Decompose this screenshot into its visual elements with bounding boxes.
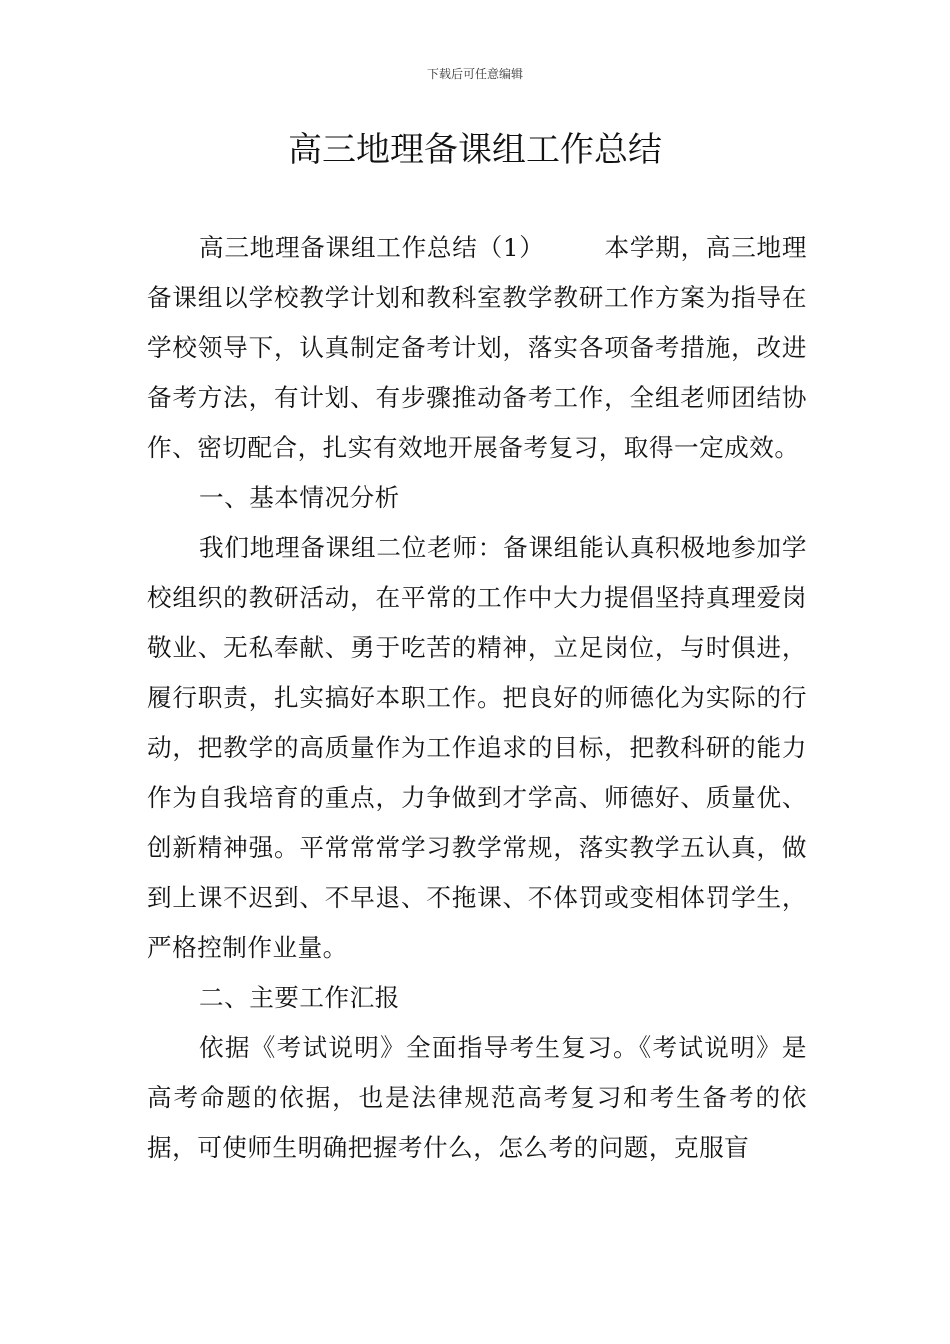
section-heading: 一、基本情况分析: [199, 483, 400, 512]
intro-paragraph: [147, 223, 807, 473]
document-body: [147, 223, 807, 1173]
section-heading: 二、主要工作汇报: [199, 983, 400, 1012]
section-paragraph: 我们地理备课组二位老师：备课组能认真积极地参加学校组织的教研活动，在平常的工作中大力提倡坚持真理爱岗敬业、无私奉献、勇于吃苦的精神，立足岗位，与时俱进，履行职责，扎实搞好本职工作。把良好的师德化为实际的行动，把教学的高质量作为工作追求的目标，把教科研的能力作为自我培育的重点，力争做到才学高、师德好、质量优、创新精神强。平常常常学习教学常规，落实教学五认真，做到上课不迟到、不早退、不拖课、不体罚或变相体罚学生，严格控制作业量。: [147, 533, 807, 962]
intro-subtitle: 高三地理备课组工作总结（1）: [199, 233, 545, 262]
intro-text: 本学期，高三地理备课组以学校教学计划和教科室教学教研工作方案为指导在学校领导下，认真制定备考计划，落实各项备考措施，改进备考方法，有计划、有步骤推动备考工作，全组老师团结协作、密切配合，扎实有效地开展备考复习，取得一定成效。: [147, 233, 807, 462]
section-paragraph: 依据《考试说明》全面指导考生复习。《考试说明》是高考命题的依据，也是法律规范高考复习和考生备考的依据，可使师生明确把握考什么，怎么考的问题，克服盲: [147, 1033, 807, 1162]
document-title: 高三地理备课组工作总结: [288, 130, 662, 170]
page-header-note: 下载后可任意编辑: [426, 67, 523, 81]
